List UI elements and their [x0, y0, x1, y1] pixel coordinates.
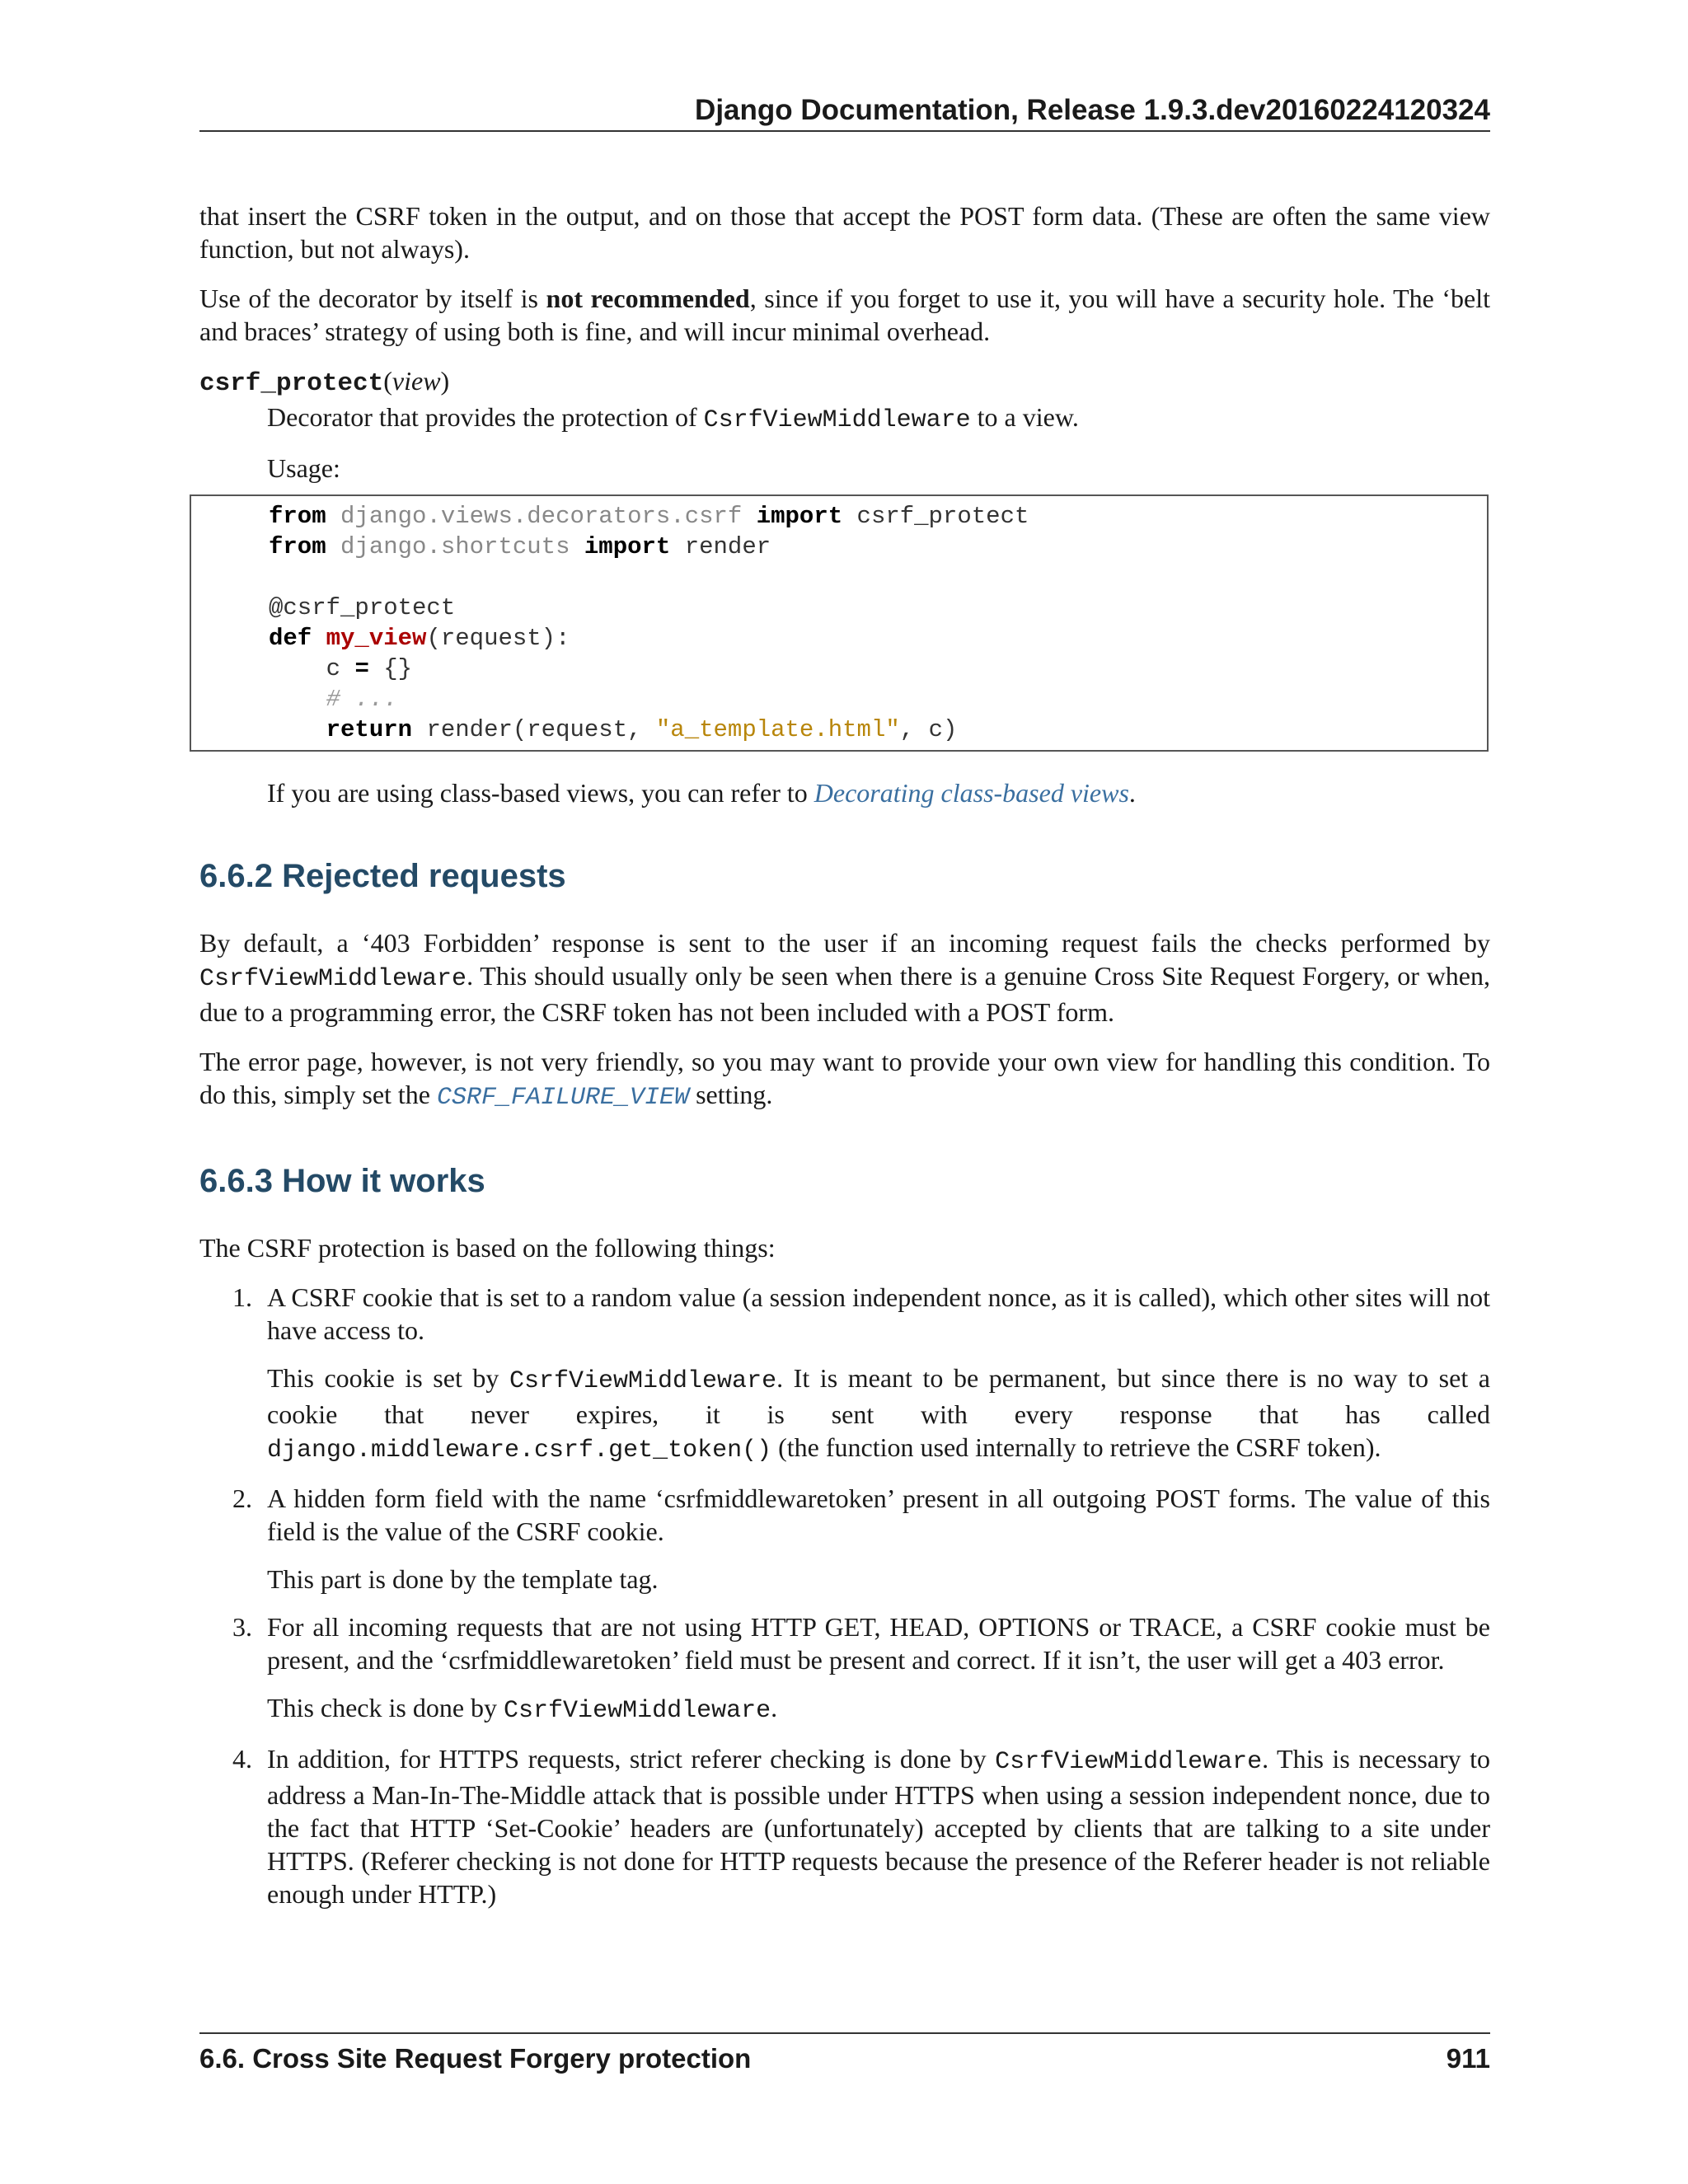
inline-code: CsrfViewMiddleware [703, 406, 971, 434]
code-name: csrf_protect [856, 503, 1029, 530]
footer-rule [199, 2032, 1490, 2034]
list-item-paragraph: For all incoming requests that are not using HTTP GET, HEAD, OPTIONS or TRACE, a CSRF cookie must be present, and the ‘csrfmiddlewaretoken’ field must be present and correct. If it isn’t, the user will get a 403 error. [267, 1612, 1490, 1675]
how-list [199, 1281, 1490, 1910]
code-name: render [684, 533, 771, 560]
list-number: 2. [232, 1483, 252, 1513]
code-module: django.shortcuts [340, 533, 570, 560]
heading-rejected-requests: 6.6.2 Rejected requests [199, 858, 566, 894]
code-function-name: my_view [326, 625, 427, 652]
list-number: 3. [232, 1612, 252, 1642]
list-item-paragraph: This part is done by the template tag. [267, 1564, 659, 1594]
rejected-paragraph-1 [199, 926, 1490, 1029]
code-string: "a_template.html" [655, 716, 900, 743]
text-run: to a view. [970, 402, 1079, 432]
api-signature [199, 364, 1490, 401]
code-text: render(request, [426, 716, 656, 743]
code-text: , c) [899, 716, 958, 743]
text-run: Use of the decorator by itself is [199, 284, 546, 313]
inline-code: CsrfViewMiddleware [504, 1697, 771, 1725]
page-number: 911 [1446, 2043, 1490, 2074]
text-run: The error page, however, is not very friendly, so you may want to provide your own view for handling this condition. To do this, simply set the [199, 1047, 1490, 1109]
api-after-code [267, 776, 1490, 809]
list-item-paragraph [267, 1742, 1490, 1910]
list-item [199, 1742, 1490, 1910]
text-run: This check is done by [267, 1693, 504, 1722]
list-item-paragraph [267, 1691, 1490, 1727]
page-content [199, 199, 1490, 1925]
text-run: . This should usually only be seen when there is a genuine Cross Site Request Forgery, or when, due to a programming error, the CSRF token has not been included with a POST form. [199, 961, 1490, 1027]
rejected-paragraph-2 [199, 1045, 1490, 1114]
emphasis-not-recommended: not recommended [546, 284, 750, 313]
running-footer [199, 2041, 1490, 2077]
header-rule [199, 130, 1490, 132]
text-run: . [1128, 778, 1136, 808]
code-block [190, 494, 1489, 752]
inline-code: CsrfViewMiddleware [199, 965, 467, 993]
list-item-paragraph: A CSRF cookie that is set to a random value (a session independent nonce, as it is called), which other sites will not have access to. [267, 1282, 1490, 1345]
text-run: (the function used internally to retrieve the CSRF token). [771, 1432, 1381, 1462]
code-keyword: from [269, 533, 326, 560]
list-item [199, 1281, 1490, 1467]
inline-code: django.middleware.csrf.get_token() [267, 1436, 772, 1465]
list-number: 4. [232, 1744, 252, 1774]
usage-label: Usage: [267, 453, 340, 483]
api-function-name: csrf_protect [199, 369, 384, 398]
code-text: {} [383, 655, 413, 682]
text-run: This cookie is set by [267, 1363, 510, 1393]
paren-open: ( [383, 366, 392, 396]
list-item [199, 1482, 1490, 1596]
text-run: , since if you forget to use it, you will have a security hole. The ‘belt and braces’ strategy of using both is fine, and will incur minimal overhead. [199, 284, 1491, 346]
code-comment: # ... [326, 686, 398, 713]
code-keyword: return [326, 716, 413, 743]
list-item [199, 1610, 1490, 1727]
intro-paragraph-1: that insert the CSRF token in the output, and on those that accept the POST form data. (These are often the same view function, but not always). [199, 201, 1490, 264]
text-run: setting. [689, 1080, 773, 1109]
intro-paragraph-2 [199, 282, 1490, 348]
code-listing [269, 501, 1487, 745]
class-based-views-paragraph [267, 776, 1490, 809]
how-intro: The CSRF protection is based on the following things: [199, 1233, 776, 1263]
text-run: . This is necessary to address a Man-In-The-Middle attack that is possible under HTTPS when using a session independent nonce, due to the fact that HTTP ‘Set-Cookie’ headers are (unfortunately) accepted by clients that are talking to a site under HTTPS. (Referer checking is not done for HTTP requests because the presence of the Referer header is not reliable enough under HTTP.) [267, 1744, 1491, 1909]
paren-close: ) [440, 366, 450, 396]
code-text: c [326, 655, 341, 682]
api-param: view [392, 366, 441, 396]
running-header: Django Documentation, Release 1.9.3.dev20160224120324 [695, 94, 1490, 126]
link-decorating-class-based-views[interactable]: Decorating class-based views [814, 778, 1129, 808]
text-run: . [771, 1693, 778, 1722]
inline-code: CsrfViewMiddleware [995, 1748, 1263, 1776]
text-run: If you are using class-based views, you can refer to [267, 778, 814, 808]
code-decorator: @csrf_protect [269, 594, 456, 621]
api-description [267, 401, 1490, 485]
code-keyword: import [584, 533, 671, 560]
footer-section-title: 6.6. Cross Site Request Forgery protection [199, 2043, 752, 2074]
list-item-paragraph [267, 1361, 1490, 1467]
text-run: Decorator that provides the protection of [267, 402, 704, 432]
heading-how-it-works: 6.6.3 How it works [199, 1163, 485, 1199]
code-keyword: from [269, 503, 326, 530]
link-csrf-failure-view[interactable]: CSRF_FAILURE_VIEW [437, 1084, 690, 1112]
code-text: (request): [426, 625, 570, 652]
list-item-paragraph: A hidden form field with the name ‘csrfmiddlewaretoken’ present in all outgoing POST forms. The value of this field is the value of the CSRF cookie. [267, 1483, 1490, 1546]
code-keyword: import [756, 503, 843, 530]
code-module: django.views.decorators.csrf [340, 503, 743, 530]
api-desc-paragraph [267, 401, 1490, 437]
text-run: By default, a ‘403 Forbidden’ response is sent to the user if an incoming request fails the checks performed by [199, 928, 1490, 958]
code-operator: = [354, 655, 369, 682]
list-number: 1. [232, 1282, 252, 1312]
inline-code: CsrfViewMiddleware [509, 1367, 777, 1395]
code-keyword: def [269, 625, 312, 652]
text-run: . It is meant to be permanent, but since there is no way to set a cookie that never expires, it is sent with every response that has called [267, 1363, 1490, 1429]
document-page [199, 0, 1490, 2184]
text-run: In addition, for HTTPS requests, strict referer checking is done by [267, 1744, 996, 1774]
